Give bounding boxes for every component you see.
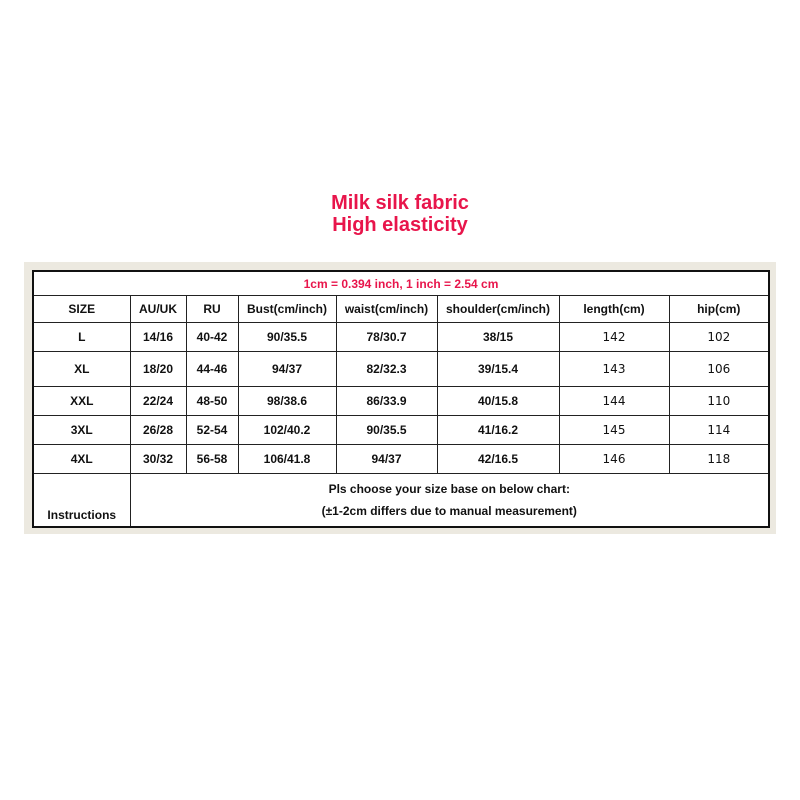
cell-au-uk: 18/20 <box>130 352 186 387</box>
cell-shoulder: 40/15.8 <box>437 387 559 416</box>
cell-hip: 110 <box>669 387 769 416</box>
cell-length: 144 <box>559 387 669 416</box>
cell-hip: 106 <box>669 352 769 387</box>
cell-hip: 114 <box>669 416 769 445</box>
instructions-line-1: Pls choose your size base on below chart: <box>328 482 570 496</box>
cell-hip: 102 <box>669 323 769 352</box>
cell-hip: 118 <box>669 445 769 474</box>
table-row <box>33 352 769 387</box>
cell-ru: 52-54 <box>186 416 238 445</box>
table-row <box>33 323 769 352</box>
cell-length: 146 <box>559 445 669 474</box>
cell-waist: 90/35.5 <box>336 416 437 445</box>
headline-elasticity: High elasticity <box>332 214 468 236</box>
cell-bust: 90/35.5 <box>238 323 336 352</box>
cell-shoulder: 41/16.2 <box>437 416 559 445</box>
instructions-row <box>33 474 769 528</box>
cell-bust: 106/41.8 <box>238 445 336 474</box>
header-ru: RU <box>186 296 238 323</box>
header-length: length(cm) <box>559 296 669 323</box>
header-au-uk: AU/UK <box>130 296 186 323</box>
header-bust: Bust(cm/inch) <box>238 296 336 323</box>
cell-ru: 44-46 <box>186 352 238 387</box>
cell-ru: 56-58 <box>186 445 238 474</box>
product-headline <box>0 192 800 236</box>
cell-bust: 98/38.6 <box>238 387 336 416</box>
cell-waist: 86/33.9 <box>336 387 437 416</box>
cell-ru: 40-42 <box>186 323 238 352</box>
cell-waist: 94/37 <box>336 445 437 474</box>
cell-au-uk: 22/24 <box>130 387 186 416</box>
header-row <box>33 296 769 323</box>
cell-shoulder: 42/16.5 <box>437 445 559 474</box>
conversion-row <box>33 271 769 296</box>
cell-size: XL <box>33 352 130 387</box>
cell-bust: 94/37 <box>238 352 336 387</box>
cell-length: 145 <box>559 416 669 445</box>
header-size: SIZE <box>33 296 130 323</box>
instructions-line-2: (±1-2cm differs due to manual measurement) <box>321 504 577 518</box>
cell-length: 143 <box>559 352 669 387</box>
cell-au-uk: 30/32 <box>130 445 186 474</box>
cell-size: L <box>33 323 130 352</box>
cell-size: XXL <box>33 387 130 416</box>
header-hip: hip(cm) <box>669 296 769 323</box>
cell-length: 142 <box>559 323 669 352</box>
header-shoulder: shoulder(cm/inch) <box>437 296 559 323</box>
cell-ru: 48-50 <box>186 387 238 416</box>
instructions-text <box>130 474 769 528</box>
cell-bust: 102/40.2 <box>238 416 336 445</box>
instructions-label: Instructions <box>33 474 130 528</box>
cell-shoulder: 39/15.4 <box>437 352 559 387</box>
size-chart-table <box>32 270 770 528</box>
header-waist: waist(cm/inch) <box>336 296 437 323</box>
cell-au-uk: 14/16 <box>130 323 186 352</box>
table-row <box>33 445 769 474</box>
headline-fabric: Milk silk fabric <box>331 192 469 214</box>
cell-au-uk: 26/28 <box>130 416 186 445</box>
cell-size: 4XL <box>33 445 130 474</box>
cell-waist: 78/30.7 <box>336 323 437 352</box>
cell-size: 3XL <box>33 416 130 445</box>
table-row <box>33 416 769 445</box>
table-row <box>33 387 769 416</box>
cell-waist: 82/32.3 <box>336 352 437 387</box>
cell-shoulder: 38/15 <box>437 323 559 352</box>
conversion-note: 1cm = 0.394 inch, 1 inch = 2.54 cm <box>33 271 769 296</box>
